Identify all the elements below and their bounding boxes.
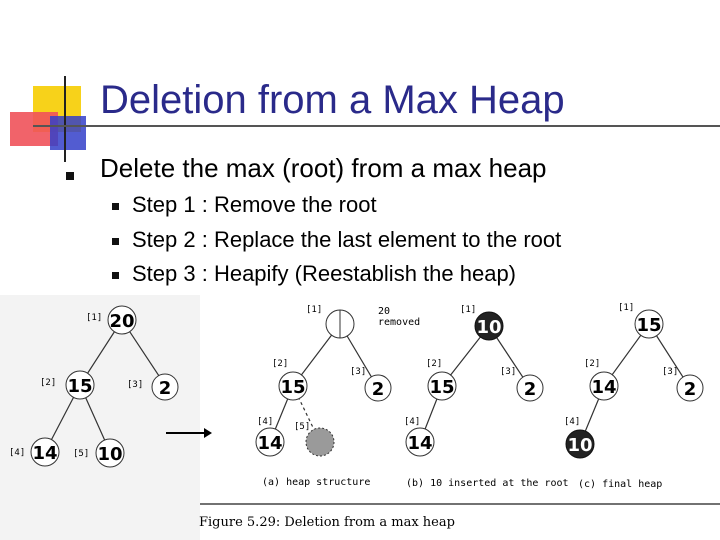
node-value: 15 <box>636 315 662 336</box>
node-value: 14 <box>591 377 617 398</box>
node-index: [4] <box>9 448 26 458</box>
figure-caption: Figure 5.29: Deletion from a max heap <box>199 515 455 530</box>
decor-vertical-line <box>64 76 66 162</box>
node-index: [4] <box>404 417 421 427</box>
node-value: 2 <box>683 379 697 400</box>
node-index: [4] <box>257 417 274 427</box>
node-index: [1] <box>306 305 323 315</box>
node-index: [3] <box>127 380 144 390</box>
node-index: [2] <box>40 378 57 388</box>
step-2: Step 2 : Replace the last element to the root <box>132 227 562 252</box>
removed-note: 20 removed <box>378 306 421 328</box>
node-index: [3] <box>350 367 367 377</box>
node-value: 10 <box>97 444 123 465</box>
node-value: 10 <box>567 435 593 456</box>
label-final-heap: (c) final heap <box>578 479 663 490</box>
node-index: [2] <box>272 359 289 369</box>
bullet-icon <box>112 272 119 279</box>
node-value: 15 <box>67 376 93 397</box>
label-heap-structure: (a) heap structure <box>262 477 371 488</box>
decor-blue-square <box>50 116 86 150</box>
node-index: [1] <box>618 303 635 313</box>
bullet-icon <box>112 238 119 245</box>
node-value: 2 <box>523 379 537 400</box>
slide-title: Deletion from a Max Heap <box>100 78 565 122</box>
scan-background-left <box>0 295 200 540</box>
bullet-icon <box>112 203 119 210</box>
node-index: [3] <box>662 367 679 377</box>
step-1: Step 1 : Remove the root <box>132 192 377 217</box>
node-index: [5] <box>73 449 90 459</box>
node-value: 20 <box>109 311 135 332</box>
node-value: 14 <box>407 433 433 454</box>
node-value: 14 <box>32 443 58 464</box>
node-index: [2] <box>426 359 443 369</box>
main-bullet: Delete the max (root) from a max heap <box>100 153 547 183</box>
heap-deletion-figure <box>0 290 720 540</box>
label-10-inserted: (b) 10 inserted at the root <box>406 478 569 489</box>
title-underline <box>33 125 720 127</box>
step-3: Step 3 : Heapify (Reestablish the heap) <box>132 261 517 286</box>
bullet-icon <box>66 172 74 180</box>
node-value: 14 <box>257 433 283 454</box>
node-value: 15 <box>280 377 306 398</box>
node-index: [2] <box>584 359 601 369</box>
node-index: [1] <box>460 305 477 315</box>
node-value: 2 <box>158 378 172 399</box>
node-index: [3] <box>500 367 517 377</box>
node-value: 10 <box>476 317 502 338</box>
node-value: 2 <box>371 379 385 400</box>
node-index: [5] <box>294 422 311 432</box>
node-index: [4] <box>564 417 581 427</box>
node-index: [1] <box>86 313 103 323</box>
node-value: 15 <box>429 377 455 398</box>
